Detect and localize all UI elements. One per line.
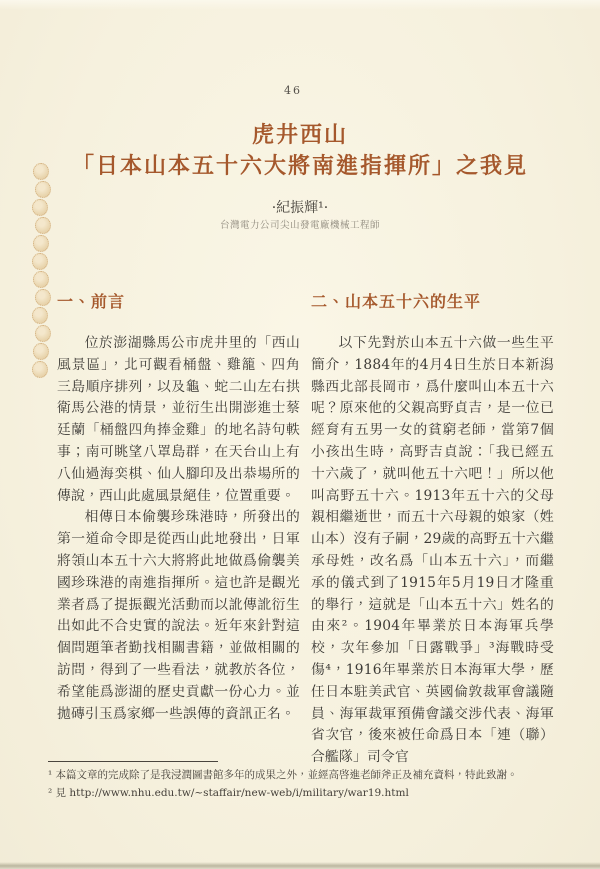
right-column — [311, 289, 554, 769]
article-title — [30, 120, 570, 182]
body-paragraph: 相傳日本偷襲珍珠港時，所發出的第一道命令即是從西山此地發出，日軍將領山本五十六大將將此地做爲偷襲美國珍珠港的南進指揮所。這也許是觀光業者爲了提振觀光活動而以訛傳訛衍生出如此不合史實的說法。近年來針對這個問題筆者勤找相關書籍，並做相關的訪問，得到了一些看法，就教於各位，希望能爲澎湖的歷史貢獻一份心力。並拋磚引玉爲家鄉一些誤傳的資訊正名。 — [57, 509, 300, 722]
page-number: 46 — [284, 84, 302, 97]
seal-stamp-icon — [33, 343, 49, 360]
footnote-1: ¹ 本篇文章的完成除了是我浸潤圖書館多年的成果之外，並經高啓進老師斧正及補充資料，特此致謝。 — [48, 769, 518, 781]
title-line-2: 「日本山本五十六大將南進指揮所」之我見 — [71, 153, 528, 179]
seal-stamp-icon — [32, 253, 48, 270]
seal-stamp-icon — [33, 235, 49, 252]
scan-edge-top — [0, 0, 600, 10]
footnote-divider — [48, 761, 218, 762]
scan-edge-bottom — [0, 862, 600, 869]
seal-stamp-icon — [35, 289, 51, 306]
footnotes-section — [48, 761, 555, 802]
left-column — [57, 289, 300, 769]
body-paragraph: 以下先對於山本五十六做一些生平簡介，1884年的4月4日生於日本新潟縣西北部長岡市，爲什麼叫山本五十六呢？原來他的父親高野貞吉，是一位已經育有五男一女的貧窮老師，當第7個小孩出生時，高野吉貞說：「我已經五十六歲了，就叫他五十六吧！」所以他叫高野五十六。1913年五十六的父母親相繼逝世，而五十六母親的娘家（姓山本）沒有子嗣，29歲的高野五十六繼承母姓，改名爲「山本五十六」，而繼承的儀式到了1915年5月19日才隆重的舉行，這就是「山本五十六」姓名的由來²。1904年畢業於日本海軍兵學校，次年參加「日露戰爭」³海戰時受傷⁴，1916年畢業於日本海軍大學，歷任日本駐美武官、英國倫敦裁軍會議隨員、海軍裁軍預備會議交涉代表、海軍省次官，後來被任命爲日本「連（聯）合艦隊」司令官 — [311, 335, 554, 766]
body-paragraph: 位於澎湖縣馬公市虎井里的「西山風景區」，北可觀看桶盤、雞籠、四角三島順序排列，以及龜、蛇二山左右拱衛馬公港的情景，並衍生出開澎進士蔡廷蘭「桶盤四角捧金雞」的地名詩句軼事；南可眺望八罩島群，在天台山上有八仙過海奕棋、仙人腳印及出恭場所的傳說，西山此處風景絕佳，位置重要。 — [57, 335, 300, 504]
seal-stamp-icon — [35, 181, 51, 198]
author-affiliation: 台灣電力公司尖山發電廠機械工程師 — [219, 220, 380, 231]
two-column-body — [57, 289, 554, 769]
section-heading-biography: 二、山本五十六的生平 — [311, 292, 482, 311]
seal-stamp-icon — [33, 271, 49, 288]
seal-stamp-icon — [35, 325, 51, 342]
title-line-1: 虎井西山 — [251, 122, 348, 148]
seal-chain-decoration — [33, 163, 51, 379]
seal-stamp-icon — [32, 307, 48, 324]
seal-stamp-icon — [32, 361, 48, 378]
author-name: ·紀振輝¹· — [271, 200, 329, 216]
footnote-2: ² 見 http://www.nhu.edu.tw/~staffair/new-web/i/military/war19.html — [48, 786, 409, 799]
section-heading-intro: 一、前言 — [57, 292, 126, 311]
